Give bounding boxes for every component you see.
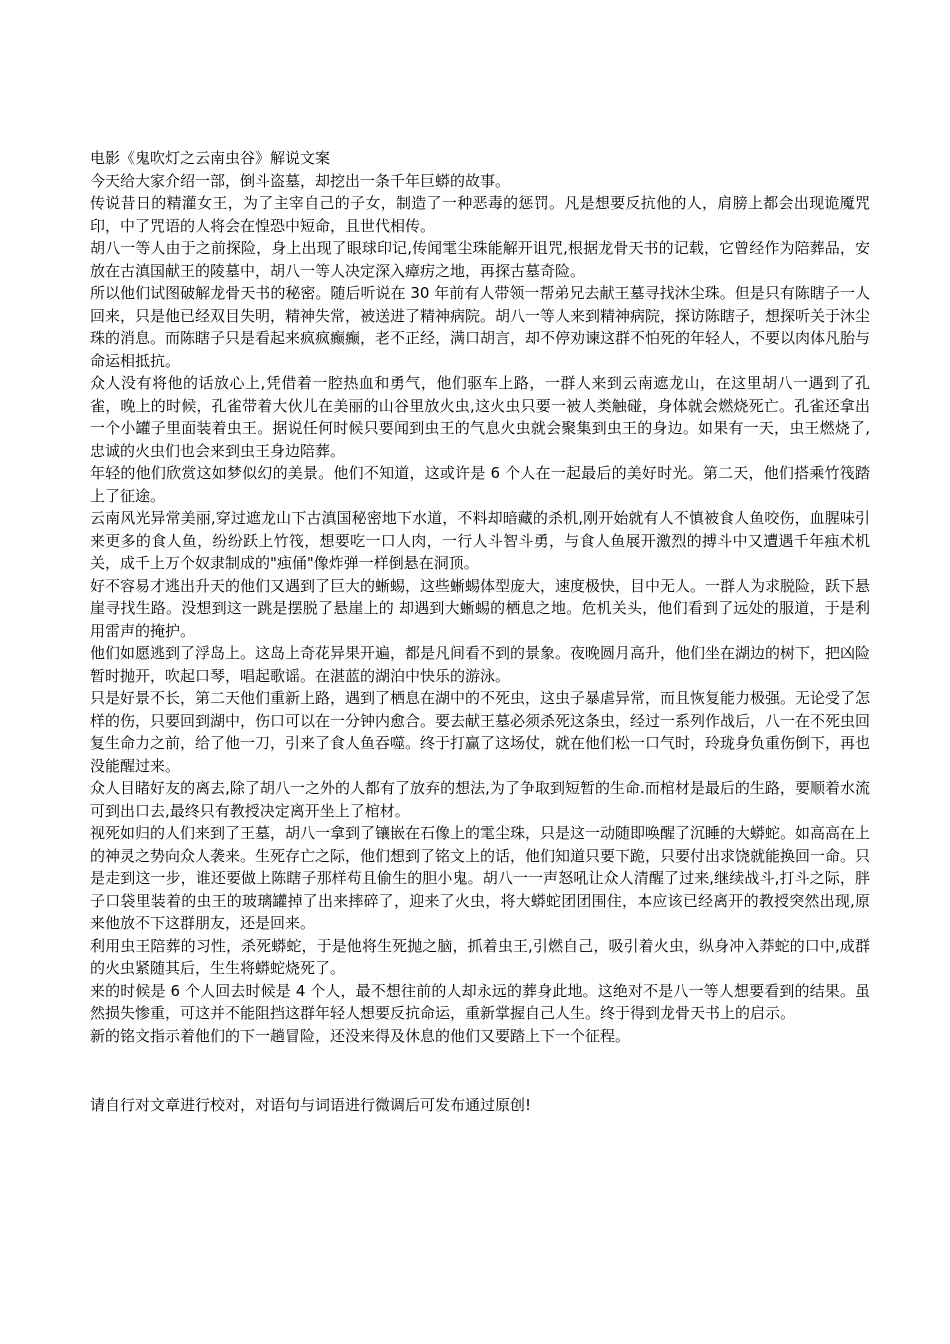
paragraph-return: 来的时候是 6 个人回去时候是 4 个人，最不想往前的人却永远的葬身此地。这绝对不是八一等人想要看到的结果。虽然损失惨重，可这并不能阻挡这群年轻人想要反抗命运，重新掌握自己人生。终于得到龙骨天书上的启示。 <box>90 981 870 1022</box>
paragraph-lizards: 好不容易才逃出升天的他们又遇到了巨大的蜥蜴，这些蜥蜴体型庞大，速度极快，目中无人。一群人为求脱险，跃下悬崖寻找生路。没想到这一跳是摆脱了悬崖上的 却遇到大蜥蜴的栖息之地。危机关头，他们看到了远处的服道，于是利用雷声的掩护。 <box>90 576 871 640</box>
paragraph-floating-island: 他们如愿逃到了浮岛上。这岛上奇花异果开遍，都是凡间看不到的景象。夜晚圆月高升，他们坐在湖边的树下，把凶险暂时抛开，吹起口琴，唱起歌谣。在湛蓝的湖泊中快乐的游泳。 <box>90 644 871 685</box>
paragraph-legend: 传说昔日的精灌女王，为了主宰自己的子女，制造了一种恶毒的惩罚。凡是想要反抗他的人，肩膀上都会出现诡魇咒印，中了咒语的人将会在惶恐中短命，且世代相传。 <box>90 194 870 235</box>
paragraph-intro: 今天给大家介绍一部，倒斗盗墓，却挖出一条千年巨蟒的故事。 <box>90 171 511 190</box>
paragraph-last-good-time: 年轻的他们欣赏这如梦似幻的美景。他们不知道，这或许是 6 个人在一起最后的美好时光。第二天，他们搭乘竹筏踏上了征途。 <box>90 464 870 505</box>
paragraph-chen-xiazi: 所以他们试图破解龙骨天书的秘密。随后听说在 30 年前有人带领一帮弟兄去献王墓寻找沐尘珠。但是只有陈瞎子一人回来，只是他已经双目失明，精神失常，被送进了精神病院。胡八一等人来到精神病院，探访陈瞎子，想探听关于沐尘珠的消息。而陈瞎子只是看起来疯疯癫癫，老不正经，满口胡言，却不停劝谏这群不怕死的年轻人，不要以肉体凡胎与命运相抵抗。 <box>90 284 871 370</box>
footer-note: 请自行对文章进行校对，对语句与词语进行微调后可发布通过原创! <box>90 1096 532 1114</box>
document-title: 电影《鬼吹灯之云南虫谷》解说文案 <box>90 149 331 167</box>
paragraph-kongque: 众人没有将他的话放心上,凭借着一腔热血和勇气，他们驱车上路，一群人来到云南遮龙山，在这里胡八一遇到了孔雀，晚上的时候，孔雀带着大伙儿在美丽的山谷里放火虫,这火虫只要一被人类触碰，身体就会燃烧死亡。孔雀还拿出一个小罐子里面装着虫王。据说任何时候只要闻到虫王的气息火虫就会聚集到虫王的身边。如果有一天，虫王燃烧了,忠诚的火虫们也会来到虫王身边陪葬。 <box>90 374 870 460</box>
paragraph-undying-worm: 只是好景不长，第二天他们重新上路，遇到了栖息在湖中的不死虫，这虫子暴虐异常，而且恢复能力极强。无论受了怎样的伤，只要回到湖中，伤口可以在一分钟内愈合。要去献王墓必须杀死这条虫，经过一系列作战后，八一在不死虫回复生命力之前，给了他一刀，引来了食人鱼吞噬。终于打赢了这场仗，就在他们松一口气时，玲珑身负重伤倒下，再也没能醒过来。 <box>90 689 871 775</box>
paragraph-next-journey: 新的铭文指示着他们的下一趟冒险，还没来得及休息的他们又要踏上下一个征程。 <box>90 1026 631 1045</box>
paragraph-curse-mark: 胡八一等人由于之前探险，身上出现了眼球印记,传闻雮尘珠能解开诅咒,根据龙骨天书的记载，它曾经作为陪葬品，安放在古滇国献王的陵墓中，胡八一等人决定深入瘴疠之地，再探古墓奇险。 <box>90 239 870 280</box>
paragraph-king-tomb: 视死如归的人们来到了王墓，胡八一拿到了镶嵌在石像上的雮尘珠，只是这一动随即唤醒了沉睡的大蟒蛇。如高高在上的神灵之势向众人袭来。生死存亡之际，他们想到了铭文上的话，他们知道只要下跪，只要付出求饶就能换回一命。只是走到这一步，谁还要做上陈瞎子那样苟且偷生的胆小鬼。胡八一一声怒吼让众人清醒了过来,继续战斗,打斗之际，胖子口袋里装着的虫王的玻璃罐掉了出来摔碎了，迎来了火虫，将大蟒蛇团团围住，本应该已经离开的教授突然出现,原来他放不下这群朋友，还是回来。 <box>90 824 871 932</box>
paragraph-python-death: 利用虫王陪葬的习性，杀死蟒蛇，于是他将生死抛之脑，抓着虫王,引燃自己，吸引着火虫，纵身冲入莽蛇的口中,成群的火虫紧随其后，生生将蟒蛇烧死了。 <box>90 936 870 977</box>
document-page <box>90 147 870 1117</box>
paragraph-waterway: 云南风光异常美丽,穿过遮龙山下古滇国秘密地下水道，不料却暗藏的杀机,刚开始就有人不慎被食人鱼咬伤，血腥味引来更多的食人鱼，纷纷跃上竹筏，想要吃一口人肉，一行人斗智斗勇，与食人鱼展开激烈的搏斗中又遭遇千年痋术机关，成千上万个奴隶制成的"痋俑"像炸弹一样倒悬在洞顶。 <box>90 509 870 572</box>
paragraph-coffin: 众人目睹好友的离去,除了胡八一之外的人都有了放弃的想法,为了争取到短暂的生命.而棺材是最后的生路，要顺着水流可到出口去,最终只有教授决定离开坐上了棺材。 <box>90 779 870 820</box>
